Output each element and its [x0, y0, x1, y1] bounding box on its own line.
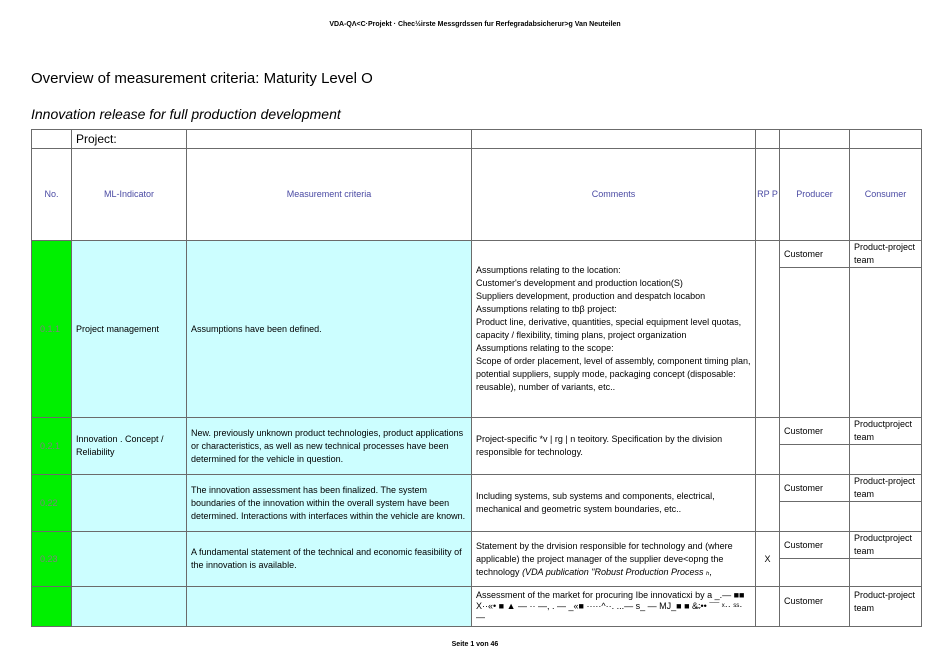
- row-criteria: Assumptions have been defined.: [187, 241, 472, 418]
- row-consumer: Productproject team: [850, 418, 922, 445]
- row-producer: Customer: [780, 418, 850, 445]
- col-header-rpp: RP P: [756, 149, 780, 241]
- row-number: 0.2.1: [32, 418, 72, 475]
- row-comments: Including systems, sub systems and components, electrical, mechanical and geometric system boundaries, etc..: [472, 475, 756, 532]
- project-row: [32, 130, 922, 149]
- col-header-ml-indicator: ML-Indicator: [72, 149, 187, 241]
- row-consumer: Product-project team: [850, 587, 922, 627]
- row-number: 0.1.1: [32, 241, 72, 418]
- criteria-table-wrapper: [31, 129, 921, 622]
- row-indicator: [72, 475, 187, 532]
- row-comments-reference: (VDA publication "Robust Production Process ₕ,: [522, 566, 713, 577]
- row-indicator: [72, 587, 187, 627]
- row-criteria: [187, 587, 472, 627]
- col-header-consumer: Consumer: [850, 149, 922, 241]
- column-header-row: [32, 149, 922, 241]
- criteria-table: [31, 129, 922, 627]
- table-row: [32, 587, 922, 627]
- row-consumer: Productproject team: [850, 532, 922, 559]
- row-comments: Project-specific *v | rg | n teoitory. Specification by the division responsible for technology.: [472, 418, 756, 475]
- row-consumer: Product-project team: [850, 475, 922, 502]
- col-header-no: No.: [32, 149, 72, 241]
- row-rpp: [756, 418, 780, 475]
- page-footer: Seite 1 von 46: [451, 641, 499, 648]
- table-row: [32, 241, 922, 268]
- row-indicator: Project management: [72, 241, 187, 418]
- page-title: Overview of measurement criteria: Maturity Level O: [31, 70, 373, 87]
- row-comments: Assessment of the market for procuring Ibe innovaticxi by a _.— ■■ X··«• ■ ▲ — ·· —, . — _«■ ·····^··. ...— s_ — MJ_■ ■ &̶:•• ¯¯ ˣ·· ˢˢ·—: [472, 587, 756, 627]
- project-label: Project:: [72, 130, 187, 149]
- row-comments-text: Statement by the drvision responsible for technology and (where applicable) the project manager of the supplier deve<opng the technology: [476, 540, 733, 577]
- row-comments: [472, 532, 756, 587]
- col-header-producer: Producer: [780, 149, 850, 241]
- row-criteria: New. previously unknown product technologies, product applications or characteristics, as well as new technical processes have been determined for the vehicle in question.: [187, 418, 472, 475]
- page-subtitle: Innovation release for full production development: [31, 106, 341, 122]
- table-row: [32, 418, 922, 445]
- row-producer: Customer: [780, 475, 850, 502]
- row-producer: Customer: [780, 587, 850, 627]
- row-rpp: [756, 241, 780, 418]
- table-row: [32, 475, 922, 502]
- col-header-criteria: Measurement criteria: [187, 149, 472, 241]
- row-number: 0.23: [32, 532, 72, 587]
- row-rpp: X: [756, 532, 780, 587]
- row-producer: Customer: [780, 532, 850, 559]
- row-number: [32, 587, 72, 627]
- table-row: [32, 532, 922, 559]
- row-producer: Customer: [780, 241, 850, 268]
- row-comments: Assumptions relating to the location: Customer's development and production location(S) Suppliers development, production and despatch locabon Assumptions relating to tbβ project: Product line, derivative, quantities, special equipment level quotas, capacity / flexibility, timing plans, project organization Assumptions relating to the scope: Scope of order placement, level of assembly, component timing plan, potential suppliers, supply mode, packaging concept (disposable: reusable), number of variants, etc..: [472, 241, 756, 418]
- page-header: VDA-QΛ<C·Projekt · Chec½irste Messgrdssen fur Rerfegradabsicherur>g Van Neuteilen: [329, 21, 621, 28]
- row-indicator: Innovation . Concept / Reliability: [72, 418, 187, 475]
- row-number: 0.22: [32, 475, 72, 532]
- row-consumer: Product-project team: [850, 241, 922, 268]
- row-rpp: [756, 587, 780, 627]
- row-indicator: [72, 532, 187, 587]
- row-rpp: [756, 475, 780, 532]
- row-criteria: The innovation assessment has been finalized. The system boundaries of the innovation within the overall system have been determined. Interactions with interfaces within the vehicle are known.: [187, 475, 472, 532]
- row-criteria: A fundamental statement of the technical and economic feasibility of the innovation is available.: [187, 532, 472, 587]
- col-header-comments: Comments: [472, 149, 756, 241]
